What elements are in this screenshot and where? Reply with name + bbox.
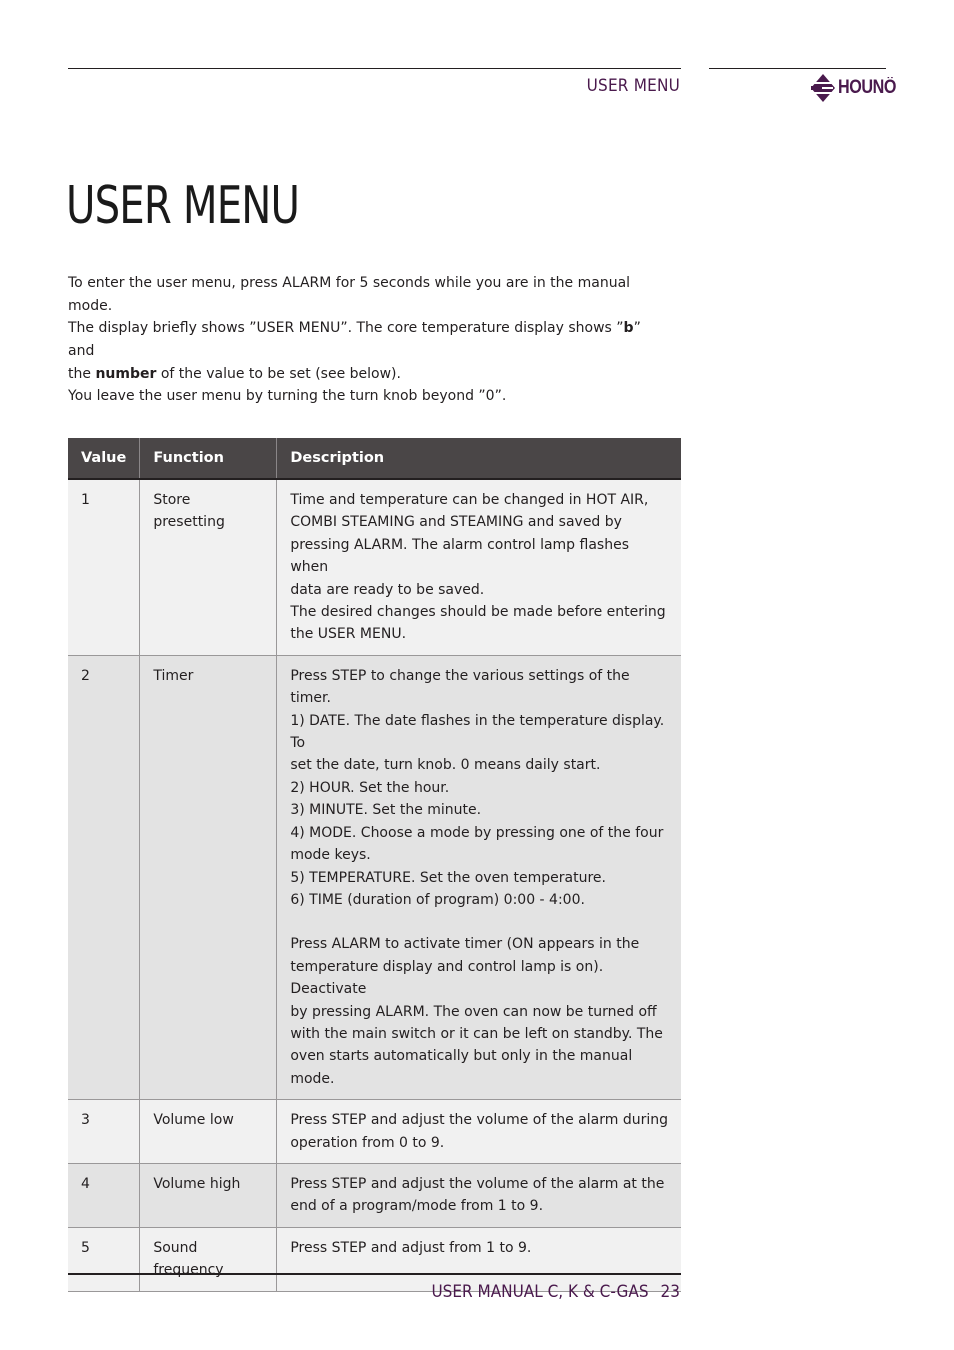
desc-line: oven starts automatically but only in the manual mode.	[290, 1048, 633, 1087]
desc-line: end of a program/mode from 1 to 9.	[290, 1198, 544, 1215]
bold-code: b	[623, 320, 634, 336]
desc-line: the USER MENU.	[290, 626, 407, 643]
intro-paragraph-3: You leave the user menu by turning the turn knob beyond ”0”.	[68, 388, 507, 404]
header-rule	[68, 68, 681, 69]
desc-line: 2) HOUR. Set the hour.	[290, 779, 450, 796]
intro-paragraph-1: To enter the user menu, press ALARM for 5 seconds while you are in the manual mode.	[68, 275, 631, 314]
desc-line: Press STEP and adjust from 1 to 9.	[290, 1239, 532, 1256]
desc-line: 5) TEMPERATURE. Set the oven temperature.	[290, 869, 606, 886]
text-run: ” and	[68, 320, 641, 359]
intro-paragraph-2	[68, 317, 668, 386]
houno-logo	[811, 74, 906, 102]
bold-word: number	[95, 366, 157, 382]
header-rule-right	[709, 68, 886, 69]
cell-value: 5	[68, 1227, 140, 1291]
function-line: Sound	[153, 1239, 198, 1256]
header-description: Description	[277, 438, 681, 479]
cell-value: 4	[68, 1163, 140, 1227]
cell-value: 2	[68, 655, 140, 1099]
desc-line: Press STEP to change the various settings of the timer.	[290, 667, 630, 707]
desc-line: by pressing ALARM. The oven can now be turned off	[290, 1003, 657, 1020]
header-section-label: USER MENU	[586, 76, 680, 96]
cell-function: Volume high	[140, 1163, 277, 1227]
desc-line: 1) DATE. The date flashes in the temperature display. To	[290, 712, 665, 752]
table-row	[68, 1163, 681, 1227]
desc-line: The desired changes should be made before entering	[290, 604, 666, 621]
desc-line: 6) TIME (duration of program) 0:00 - 4:00.	[290, 891, 585, 908]
desc-line: Press ALARM to activate timer (ON appears in the	[290, 936, 640, 953]
footer	[431, 1282, 680, 1302]
footer-manual-title: USER MANUAL C, K & C-GAS	[431, 1282, 649, 1302]
table-row	[68, 1100, 681, 1164]
text-run: the	[68, 366, 96, 382]
desc-line: pressing ALARM. The alarm control lamp flashes when	[290, 536, 629, 576]
desc-line: with the main switch or it can be left on standby. The	[290, 1025, 663, 1042]
header-value: Value	[68, 438, 140, 479]
table-header-row	[68, 438, 681, 479]
desc-line: data are ready to be saved.	[290, 581, 485, 598]
cell-function: Volume low	[140, 1100, 277, 1164]
header-function: Function	[140, 438, 277, 479]
cell-value: 1	[68, 479, 140, 655]
desc-line: set the date, turn knob. 0 means daily start.	[290, 757, 601, 774]
text-run: of the value to be set (see below).	[156, 366, 401, 382]
cell-function	[140, 1227, 277, 1291]
cell-description	[277, 1100, 681, 1164]
desc-line: Time and temperature can be changed in HOT AIR,	[290, 492, 649, 508]
footer-rule	[68, 1273, 681, 1275]
table-row	[68, 655, 681, 1099]
logo-text: HOUNÖ	[838, 77, 896, 98]
cell-description	[277, 479, 681, 655]
desc-line: 4) MODE. Choose a mode by pressing one of the four	[290, 824, 664, 841]
desc-spacer	[290, 911, 668, 933]
houno-logo-icon	[811, 74, 835, 102]
cell-description	[277, 1163, 681, 1227]
desc-line: temperature display and control lamp is on). Deactivate	[290, 958, 604, 998]
user-menu-table	[68, 438, 681, 1292]
table-row	[68, 479, 681, 655]
function-line: frequency	[153, 1262, 224, 1279]
desc-line: mode keys.	[290, 847, 371, 864]
page-number: 23	[660, 1282, 680, 1302]
text-run: The display briefly shows ”USER MENU”. The core temperature display shows ”	[68, 320, 624, 336]
cell-description	[277, 655, 681, 1099]
desc-line: Press STEP and adjust the volume of the alarm at the	[290, 1175, 665, 1192]
cell-function: Timer	[140, 655, 277, 1099]
desc-line: operation from 0 to 9.	[290, 1134, 445, 1151]
cell-function: Store presetting	[140, 479, 277, 655]
desc-line: COMBI STEAMING and STEAMING and saved by	[290, 514, 622, 531]
cell-value: 3	[68, 1100, 140, 1164]
desc-line: Press STEP and adjust the volume of the alarm during	[290, 1112, 668, 1129]
page-title: USER MENU	[66, 176, 300, 236]
desc-line: 3) MINUTE. Set the minute.	[290, 802, 482, 819]
